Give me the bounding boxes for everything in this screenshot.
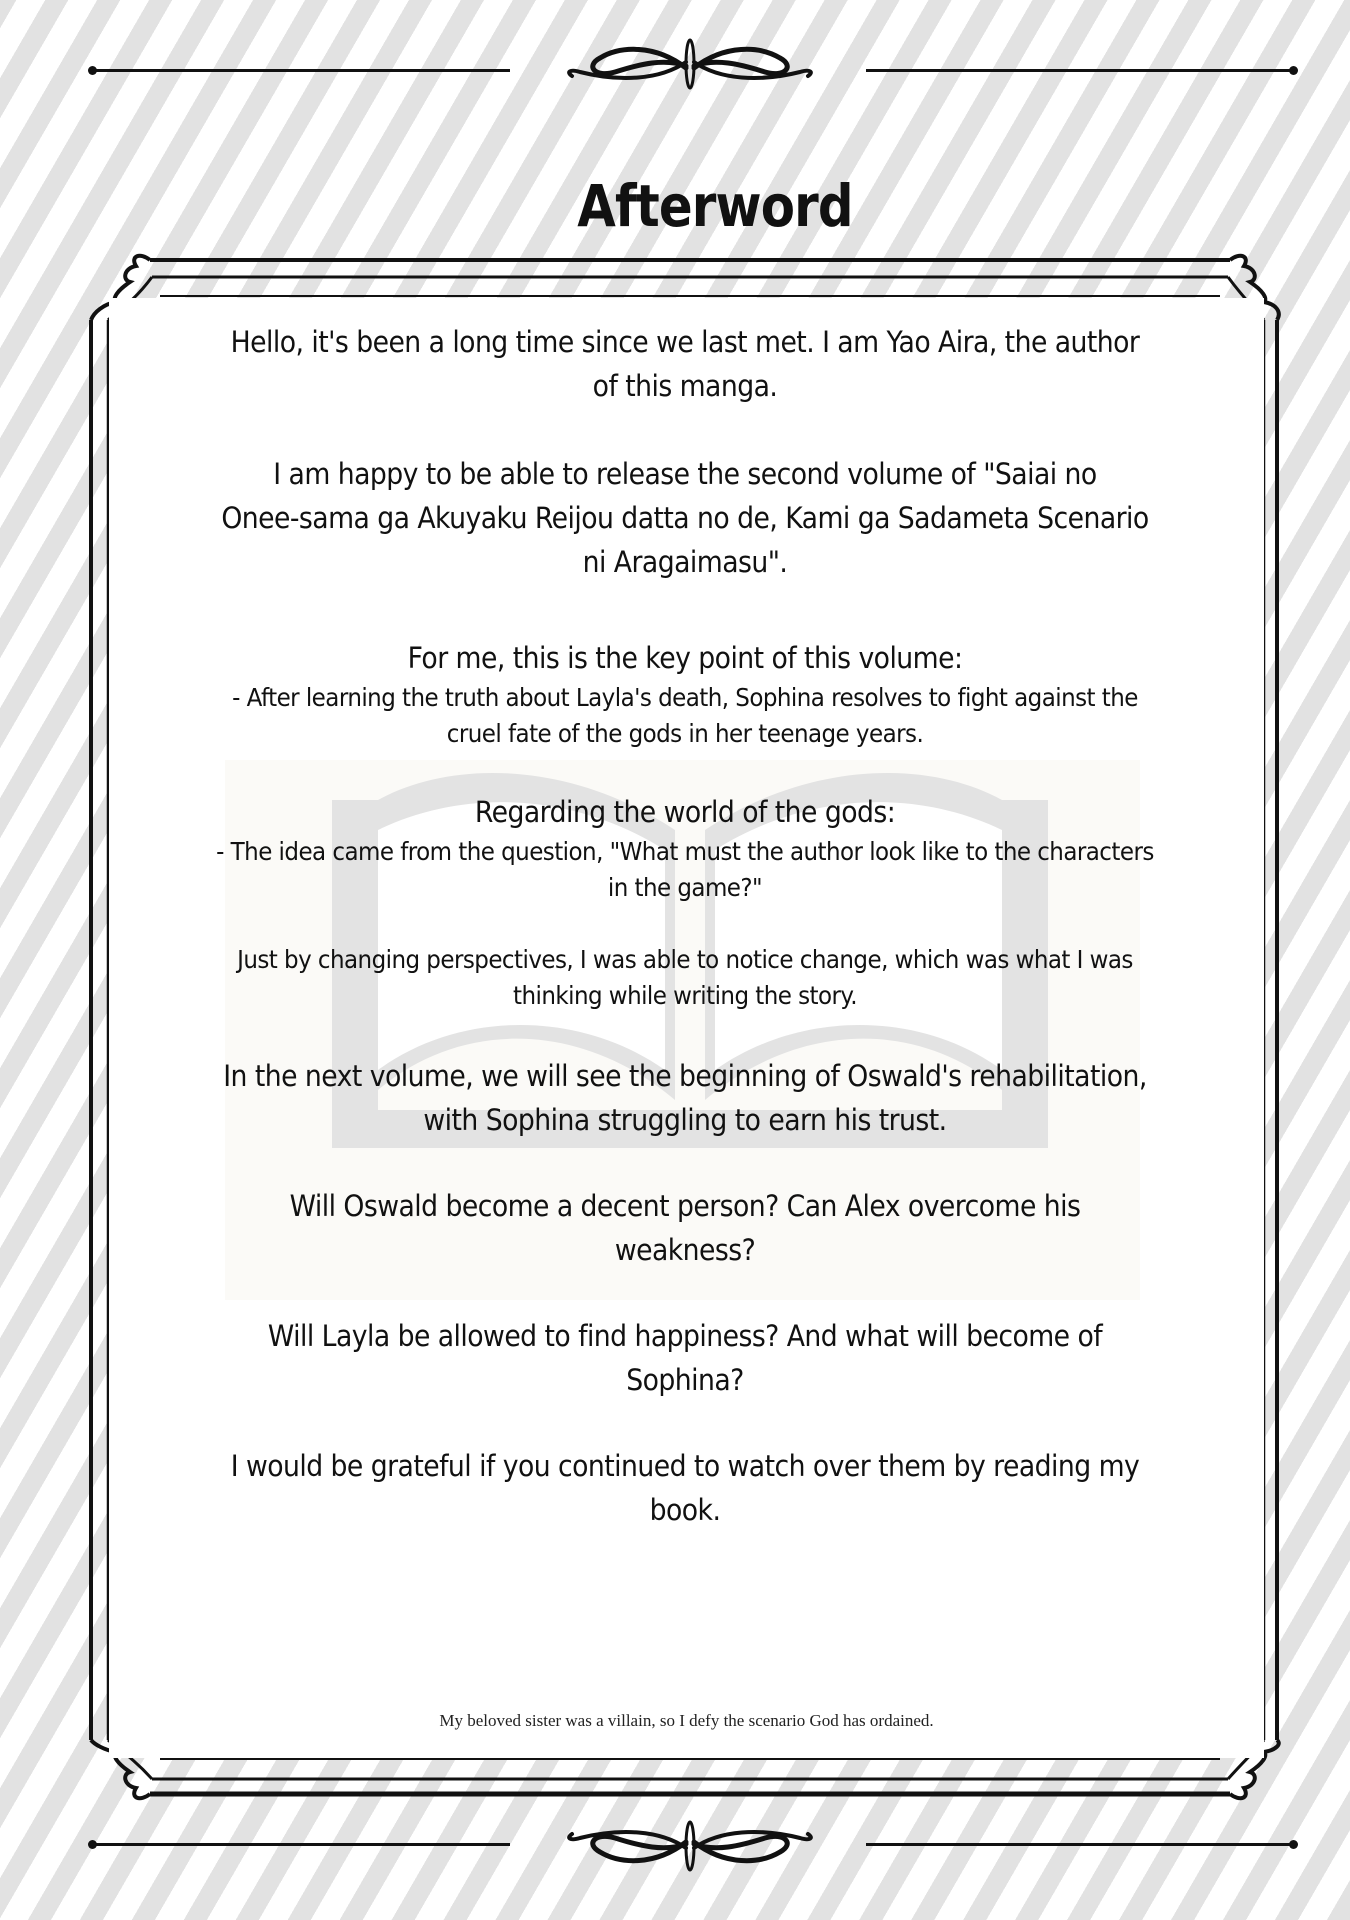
- afterword-body: [135, 320, 1235, 1532]
- text-line: cruel fate of the gods in her teenage years.: [446, 719, 924, 748]
- rule-end-dot: [1289, 1840, 1298, 1849]
- series-subtitle: My beloved sister was a villain, so I defy the scenario God has ordained.: [439, 1711, 934, 1730]
- text-line: ni Aragaimasu".: [582, 545, 788, 579]
- paragraph-key-point: [135, 636, 1235, 752]
- text-line: Will Layla be allowed to find happiness? And what will become of: [267, 1319, 1103, 1353]
- paragraph-oswald-alex: [135, 1184, 1235, 1272]
- text-line: book.: [649, 1493, 721, 1527]
- page-title: Afterword: [577, 172, 853, 240]
- paragraph-closing: [135, 1444, 1235, 1532]
- text-line: In the next volume, we will see the beginning of Oswald's rehabilitation,: [223, 1059, 1147, 1093]
- section-heading: Regarding the world of the gods:: [474, 795, 896, 829]
- paragraph-release: [135, 452, 1235, 584]
- paragraph-greeting: [135, 320, 1235, 408]
- text-line: with Sophina struggling to earn his trust.: [423, 1103, 947, 1137]
- text-line: Sophina?: [626, 1363, 744, 1397]
- text-line: - After learning the truth about Layla's death, Sophina resolves to fight against the: [232, 683, 1138, 712]
- text-line: - The idea came from the question, "What must the author look like to the characters: [216, 837, 1154, 866]
- text-line: I would be grateful if you continued to watch over them by reading my: [230, 1449, 1140, 1483]
- paragraph-perspectives: [135, 942, 1235, 1014]
- flourish-ornament-icon: [560, 1818, 820, 1874]
- text-line: I am happy to be able to release the second volume of "Saiai no: [273, 457, 1097, 491]
- text-line: Will Oswald become a decent person? Can Alex overcome his: [289, 1189, 1081, 1223]
- text-line: Onee-sama ga Akuyaku Reijou datta no de, Kami ga Sadameta Scenario: [221, 501, 1149, 535]
- text-line: in the game?": [607, 873, 763, 902]
- bottom-rule-right: [866, 1843, 1294, 1846]
- section-heading: For me, this is the key point of this volume:: [407, 641, 963, 675]
- text-line: weakness?: [614, 1233, 756, 1267]
- rule-end-dot: [88, 1840, 97, 1849]
- text-line: of this manga.: [592, 369, 778, 403]
- paragraph-layla-sophina: [135, 1314, 1235, 1402]
- paragraph-next-volume: [135, 1054, 1235, 1142]
- text-line: thinking while writing the story.: [513, 981, 857, 1010]
- text-line: Just by changing perspectives, I was able to notice change, which was what I was: [237, 945, 1133, 974]
- bottom-rule-left: [92, 1843, 510, 1846]
- text-line: Hello, it's been a long time since we last met. I am Yao Aira, the author: [230, 325, 1140, 359]
- paragraph-gods-world: [135, 790, 1235, 906]
